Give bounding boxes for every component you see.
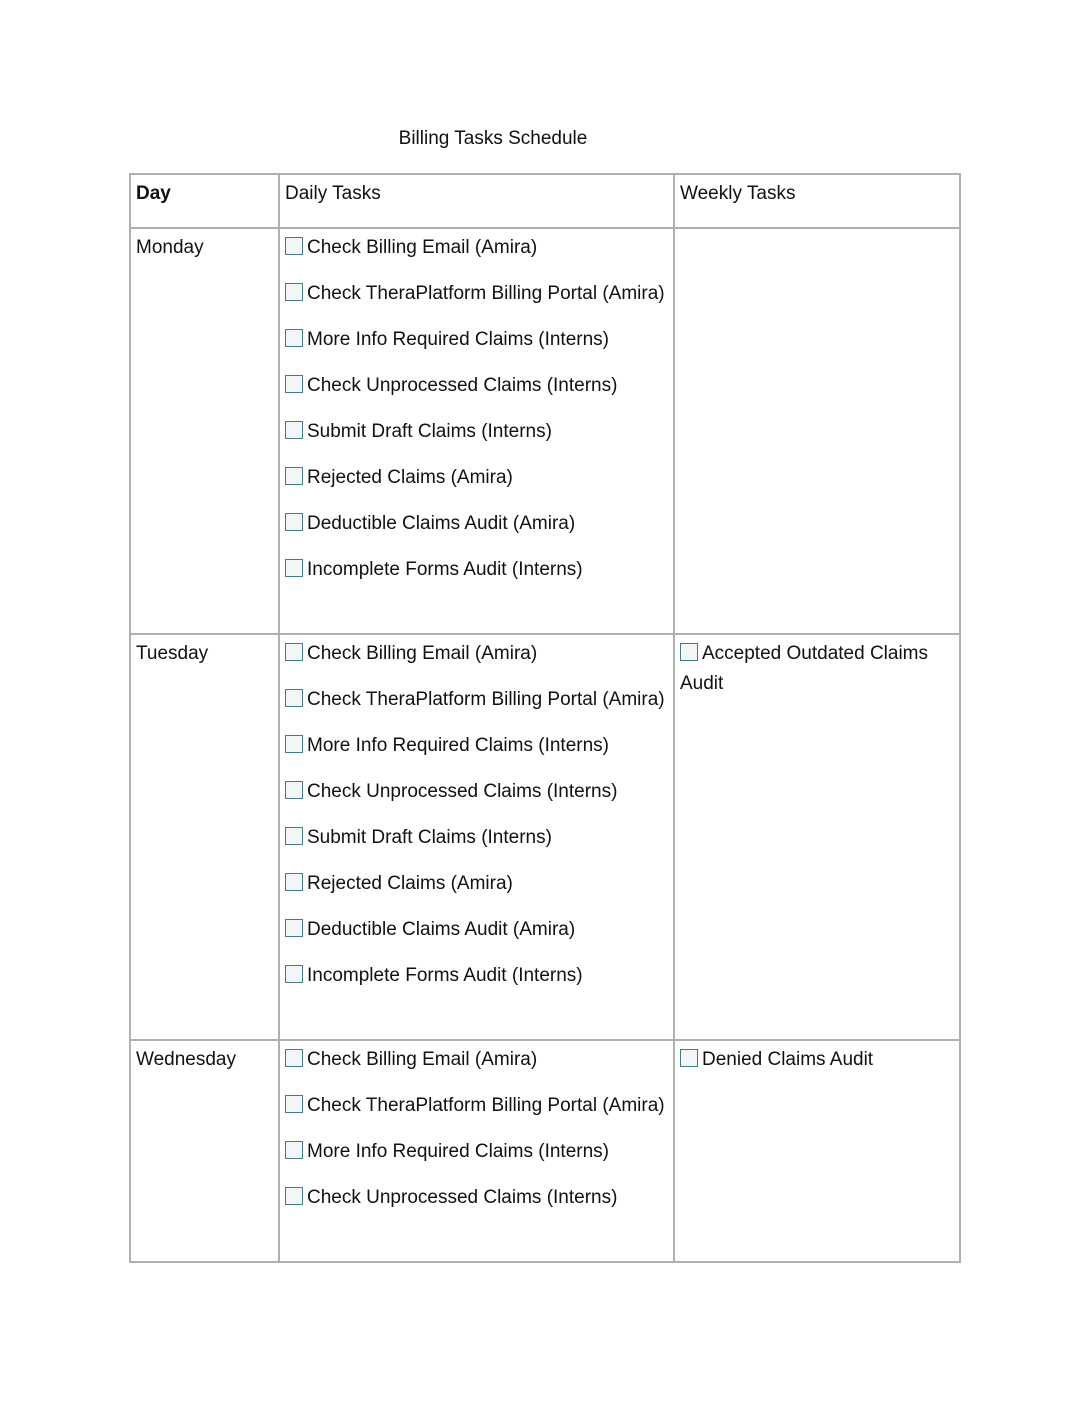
task-label: Accepted Outdated Claims Audit <box>680 643 929 694</box>
weekly-tasks-cell <box>674 228 960 634</box>
task-label: More Info Required Claims (Interns) <box>307 1141 609 1162</box>
table-row <box>130 634 960 1040</box>
task-item <box>285 777 668 807</box>
checkbox-icon[interactable] <box>680 1049 698 1067</box>
checkbox-icon[interactable] <box>285 735 303 753</box>
checkbox-icon[interactable] <box>285 965 303 983</box>
header-weekly: Weekly Tasks <box>674 174 960 228</box>
task-item <box>680 1045 954 1075</box>
weekly-tasks-cell <box>674 634 960 1040</box>
task-label: More Info Required Claims (Interns) <box>307 735 609 756</box>
task-label: Rejected Claims (Amira) <box>307 873 513 894</box>
task-item <box>285 279 668 309</box>
task-item <box>285 961 668 991</box>
task-item <box>285 1045 668 1075</box>
task-label: Denied Claims Audit <box>702 1049 874 1070</box>
header-row <box>130 174 960 228</box>
task-label: Deductible Claims Audit (Amira) <box>307 513 576 534</box>
daily-tasks-cell <box>279 634 674 1040</box>
task-label: Submit Draft Claims (Interns) <box>307 827 552 848</box>
task-label: Check TheraPlatform Billing Portal (Amira) <box>307 689 665 710</box>
task-label: Check Unprocessed Claims (Interns) <box>307 1187 618 1208</box>
task-item <box>285 823 668 853</box>
checkbox-icon[interactable] <box>285 1095 303 1113</box>
task-item <box>285 639 668 669</box>
task-item <box>285 1091 668 1121</box>
task-item <box>285 915 668 945</box>
checkbox-icon[interactable] <box>285 421 303 439</box>
checkbox-icon[interactable] <box>680 643 698 661</box>
header-day: Day <box>130 174 279 228</box>
checkbox-icon[interactable] <box>285 329 303 347</box>
checkbox-icon[interactable] <box>285 827 303 845</box>
task-item <box>285 463 668 493</box>
task-label: Incomplete Forms Audit (Interns) <box>307 965 583 986</box>
checkbox-icon[interactable] <box>285 643 303 661</box>
schedule-table <box>129 173 961 1263</box>
checkbox-icon[interactable] <box>285 283 303 301</box>
checkbox-icon[interactable] <box>285 513 303 531</box>
page-title: Billing Tasks Schedule <box>398 128 588 149</box>
checkbox-icon[interactable] <box>285 919 303 937</box>
task-item <box>285 371 668 401</box>
task-item <box>285 325 668 355</box>
checkbox-icon[interactable] <box>285 559 303 577</box>
task-label: Check Billing Email (Amira) <box>307 237 538 258</box>
task-item <box>285 1183 668 1213</box>
task-item <box>285 1137 668 1167</box>
table-row <box>130 1040 960 1262</box>
task-label: Deductible Claims Audit (Amira) <box>307 919 576 940</box>
checkbox-icon[interactable] <box>285 237 303 255</box>
task-label: Check TheraPlatform Billing Portal (Amira) <box>307 1095 665 1116</box>
task-item <box>285 417 668 447</box>
checkbox-icon[interactable] <box>285 1187 303 1205</box>
task-item <box>285 509 668 539</box>
task-label: Check TheraPlatform Billing Portal (Amira) <box>307 283 665 304</box>
checkbox-icon[interactable] <box>285 781 303 799</box>
checkbox-icon[interactable] <box>285 467 303 485</box>
header-daily: Daily Tasks <box>279 174 674 228</box>
task-label: Check Unprocessed Claims (Interns) <box>307 781 618 802</box>
day-cell: Monday <box>130 228 279 634</box>
daily-tasks-cell <box>279 1040 674 1262</box>
checkbox-icon[interactable] <box>285 689 303 707</box>
task-item <box>285 555 668 585</box>
task-item <box>285 731 668 761</box>
daily-tasks-cell <box>279 228 674 634</box>
task-item <box>285 685 668 715</box>
task-label: Check Unprocessed Claims (Interns) <box>307 375 618 396</box>
task-label: Incomplete Forms Audit (Interns) <box>307 559 583 580</box>
checkbox-icon[interactable] <box>285 375 303 393</box>
task-label: Check Billing Email (Amira) <box>307 1049 538 1070</box>
task-label: Submit Draft Claims (Interns) <box>307 421 552 442</box>
table-row <box>130 228 960 634</box>
checkbox-icon[interactable] <box>285 1049 303 1067</box>
day-cell: Wednesday <box>130 1040 279 1262</box>
task-label: More Info Required Claims (Interns) <box>307 329 609 350</box>
checkbox-icon[interactable] <box>285 1141 303 1159</box>
weekly-tasks-cell <box>674 1040 960 1262</box>
checkbox-icon[interactable] <box>285 873 303 891</box>
task-label: Check Billing Email (Amira) <box>307 643 538 664</box>
day-cell: Tuesday <box>130 634 279 1040</box>
task-item <box>285 869 668 899</box>
task-item <box>285 233 668 263</box>
task-item <box>680 639 954 699</box>
task-label: Rejected Claims (Amira) <box>307 467 513 488</box>
